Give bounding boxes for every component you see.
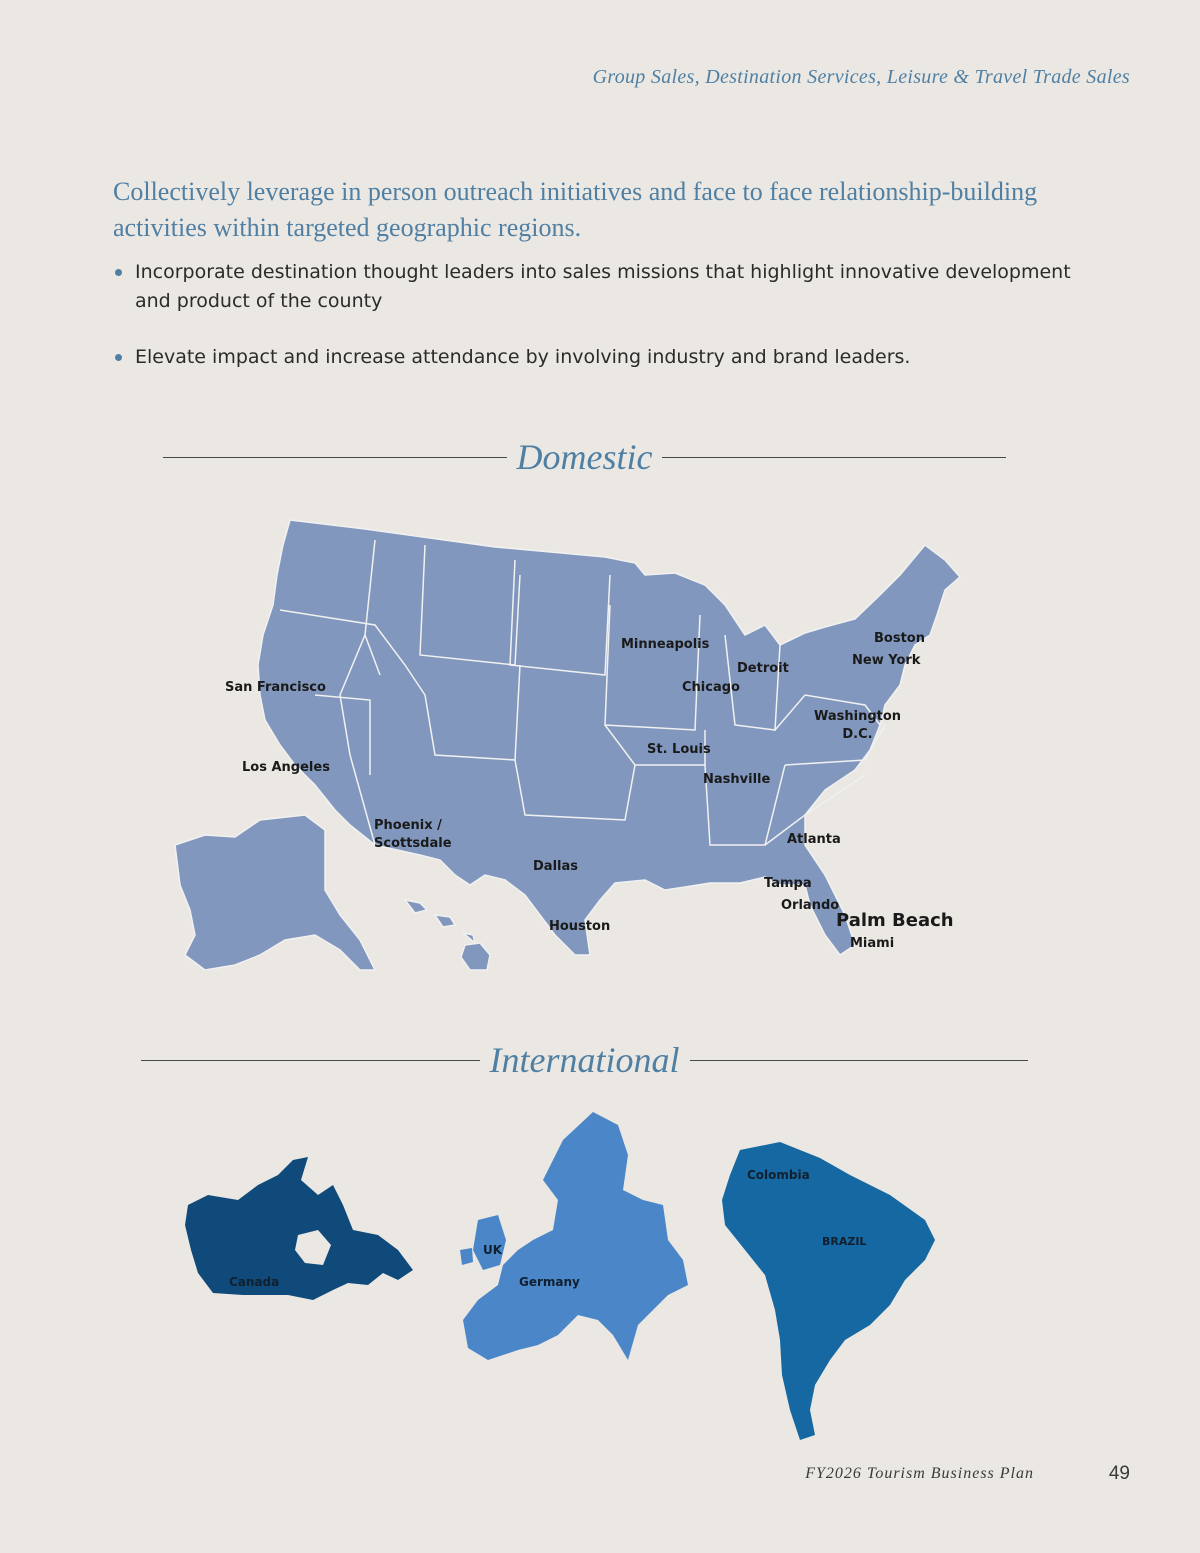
region-label: Colombia xyxy=(747,1168,810,1182)
europe-map xyxy=(458,1110,693,1370)
city-label: Detroit xyxy=(737,661,789,676)
heading-rule-right xyxy=(662,457,1006,458)
bullet-text: Incorporate destination thought leaders into sales missions that highlight innovative development and product of the county xyxy=(135,261,1071,312)
bullet-item xyxy=(113,258,1073,316)
south-america-map xyxy=(720,1140,940,1445)
us-states-shape xyxy=(175,520,960,970)
city-label: Tampa xyxy=(764,876,812,891)
city-label: Palm Beach xyxy=(836,910,954,931)
city-label: Nashville xyxy=(703,772,771,787)
lead-paragraph: Collectively leverage in person outreach initiatives and face to face relationship-building activities within targeted geographic regions. xyxy=(113,177,1038,242)
bullet-item xyxy=(113,343,1073,372)
footer-plan-title: FY2026 Tourism Business Plan xyxy=(805,1465,1034,1482)
region-label: Canada xyxy=(229,1275,280,1289)
region-label: UK xyxy=(483,1243,503,1257)
heading-rule-left xyxy=(141,1060,480,1061)
canada-shape xyxy=(183,1155,418,1310)
heading-rule-right xyxy=(690,1060,1029,1061)
domestic-heading-label: Domestic xyxy=(516,437,653,477)
canada-map xyxy=(183,1155,418,1310)
city-label: New York xyxy=(852,653,921,668)
city-label: Los Angeles xyxy=(242,760,330,775)
city-label: Chicago xyxy=(682,680,740,695)
region-label: Germany xyxy=(519,1275,580,1289)
international-heading-label: International xyxy=(489,1040,680,1080)
section-header: Group Sales, Destination Services, Leisure & Travel Trade Sales xyxy=(592,66,1130,88)
city-label: Orlando xyxy=(781,898,840,913)
city-label: Dallas xyxy=(533,859,578,874)
city-label: Atlanta xyxy=(787,832,841,847)
bullet-dot-icon xyxy=(115,269,122,276)
international-heading xyxy=(141,1039,1028,1081)
heading-rule-left xyxy=(163,457,507,458)
europe-shape xyxy=(458,1110,693,1370)
city-label: Phoenix / Scottsdale xyxy=(374,818,452,851)
region-label: BRAZIL xyxy=(822,1235,867,1248)
city-label: Houston xyxy=(549,919,611,934)
city-label: Washington D.C. xyxy=(813,709,902,742)
domestic-heading xyxy=(163,436,1006,478)
bullet-text: Elevate impact and increase attendance by involving industry and brand leaders. xyxy=(135,346,911,368)
city-label: Minneapolis xyxy=(621,637,710,652)
city-label: San Francisco xyxy=(225,680,326,695)
south-america-shape xyxy=(720,1140,940,1445)
page-number: 49 xyxy=(1108,1463,1130,1484)
bullet-dot-icon xyxy=(115,354,122,361)
city-label: Boston xyxy=(874,631,925,646)
bullet-list xyxy=(113,258,1073,399)
city-label: Miami xyxy=(850,936,895,951)
city-label: St. Louis xyxy=(647,742,711,757)
